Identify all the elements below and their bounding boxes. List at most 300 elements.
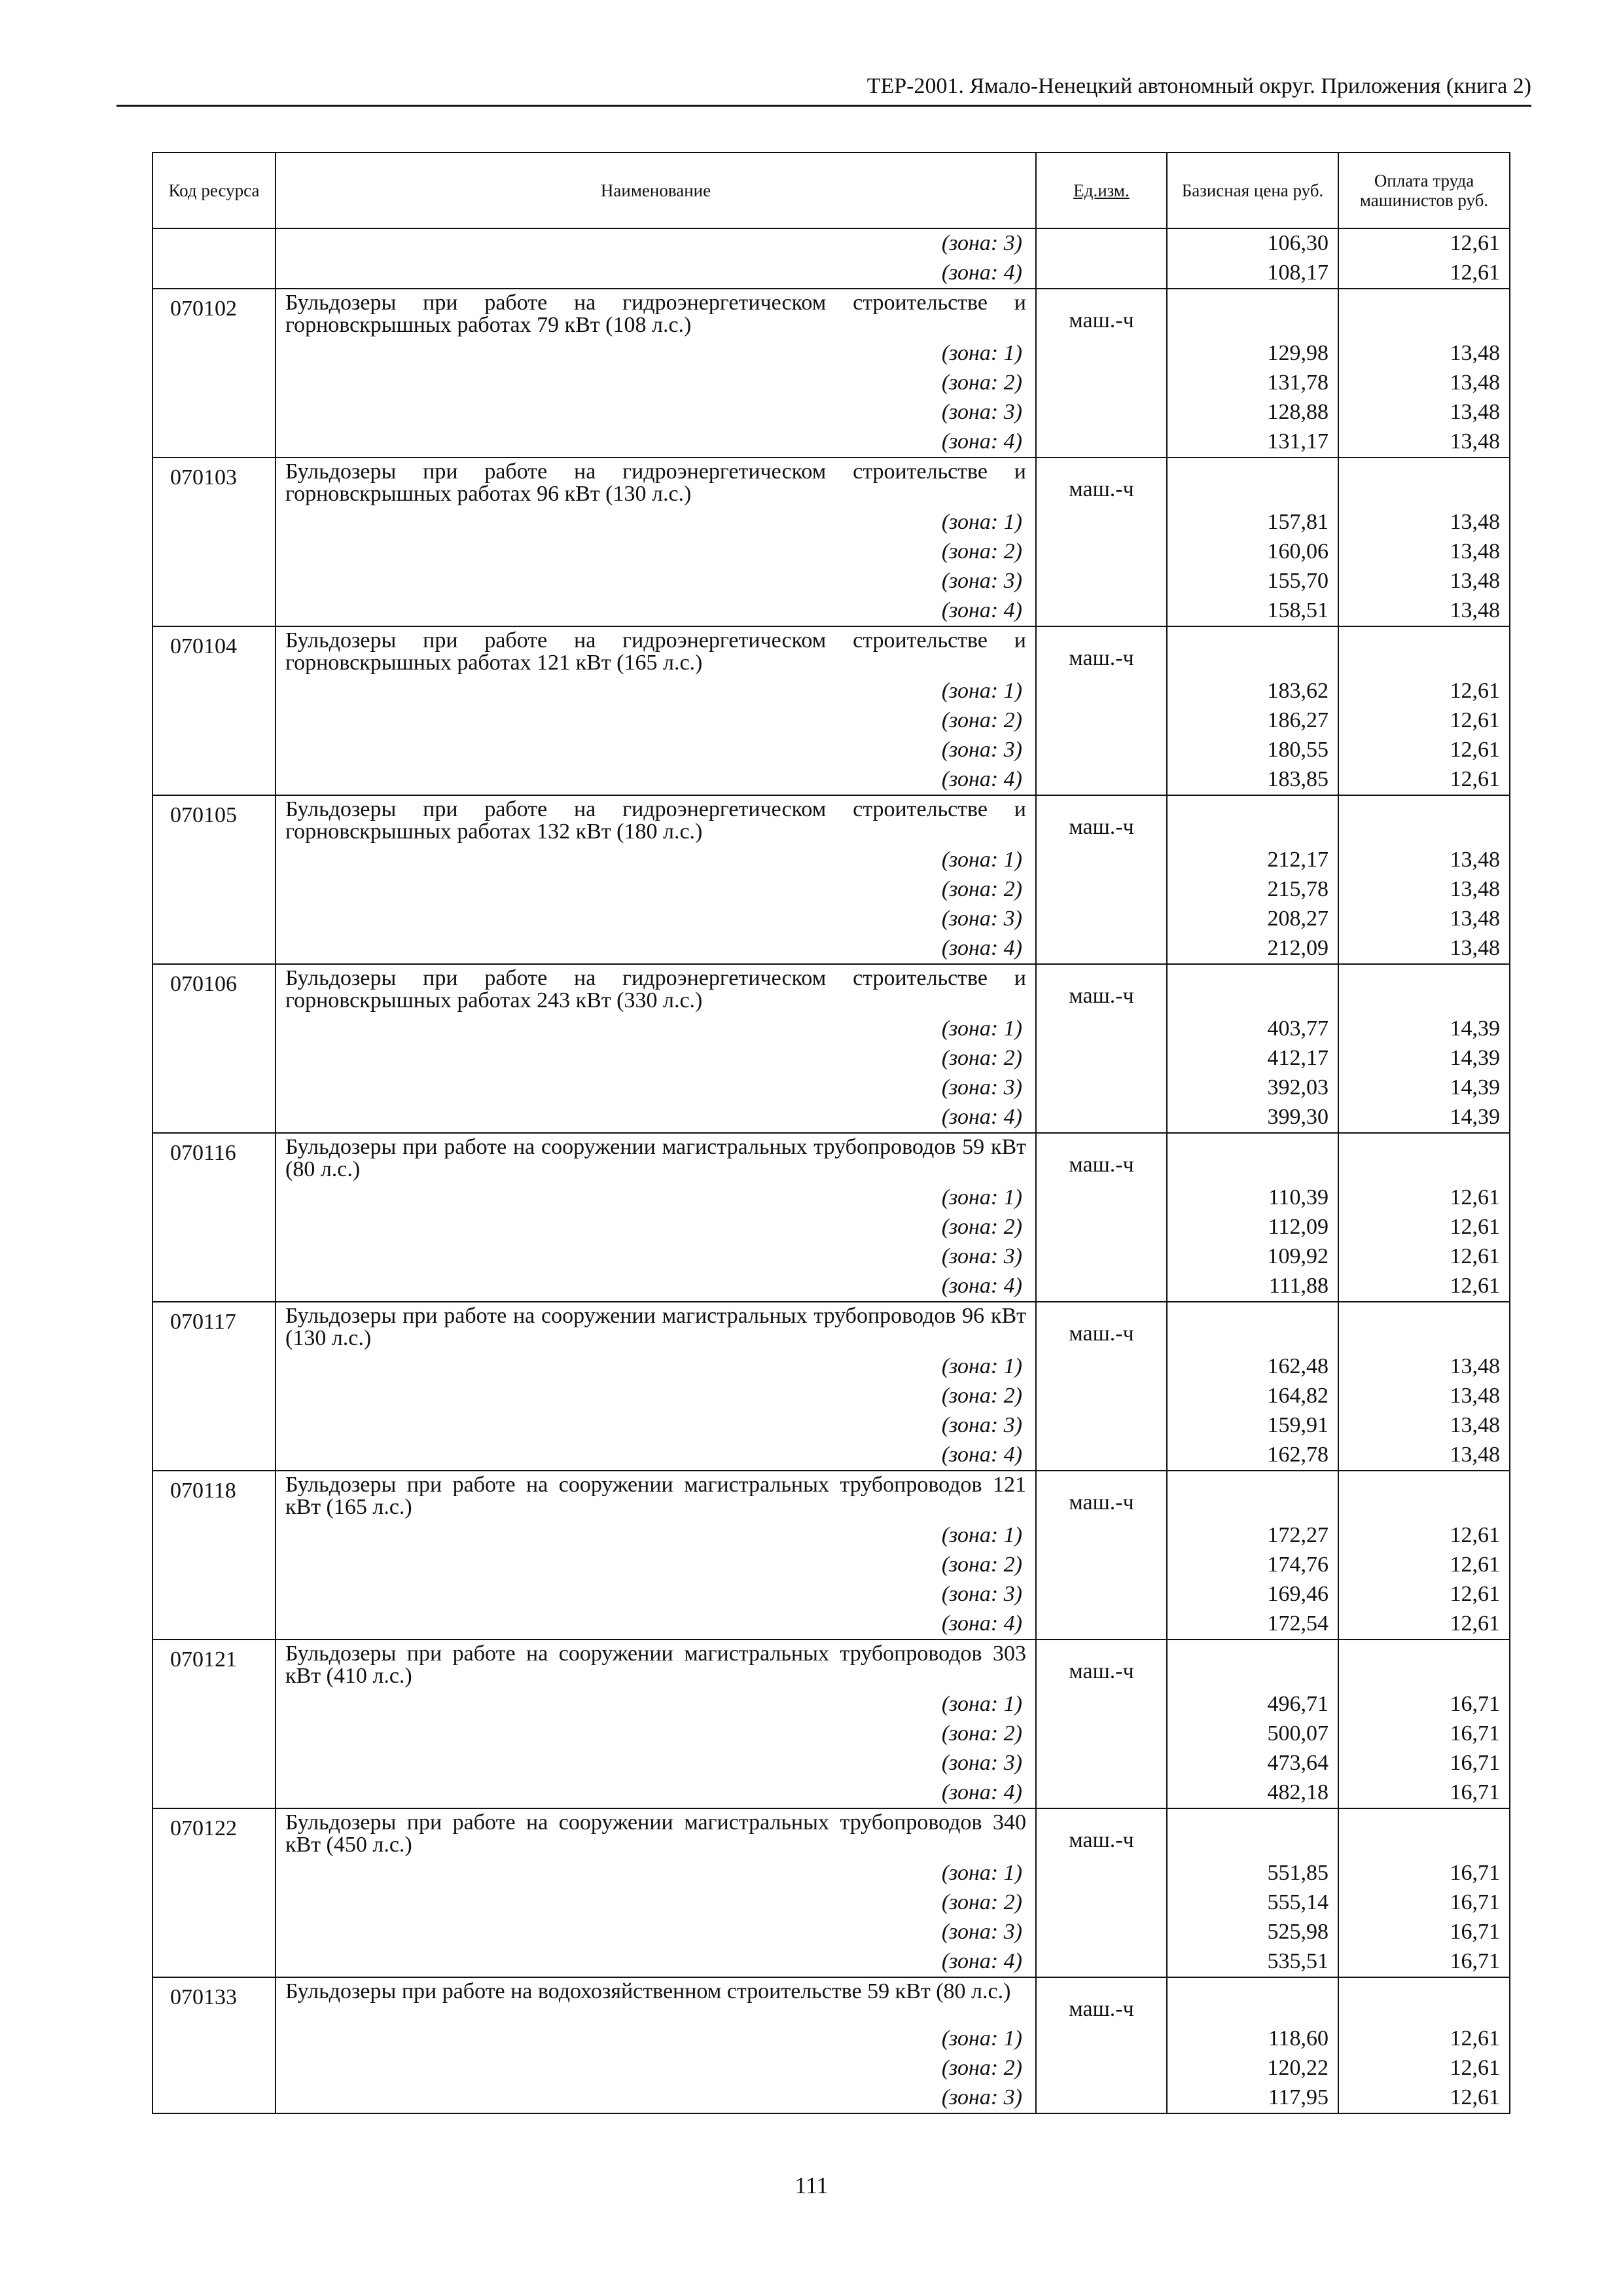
base-price: 551,85 [1167, 1859, 1338, 1888]
zone-label: (зона: 3) [276, 1411, 1036, 1441]
code-cell-empty [152, 706, 276, 736]
resource-code: 070122 [152, 1808, 276, 1859]
resource-row [152, 964, 1510, 1014]
zone-label: (зона: 3) [276, 1918, 1036, 1947]
zone-label: (зона: 2) [276, 1382, 1036, 1411]
table-body [152, 228, 1510, 2113]
base-price: 131,17 [1167, 427, 1338, 457]
code-cell-empty [152, 596, 276, 626]
unit-cell-empty [1036, 1213, 1167, 1242]
base-price: 111,88 [1167, 1272, 1338, 1302]
unit-cell-empty [1036, 1609, 1167, 1640]
operator-wage: 13,48 [1338, 1441, 1510, 1471]
code-cell-empty [152, 2054, 276, 2083]
resource-code: 070121 [152, 1640, 276, 1690]
base-price: 412,17 [1167, 1044, 1338, 1073]
zone-row [152, 736, 1510, 765]
operator-wage: 16,71 [1338, 1918, 1510, 1947]
resource-name: Бульдозеры при работе на гидроэнергетическом строительстве и горновскрышных работах 96 кВт (130 л.с.) [276, 457, 1036, 508]
price-cell-empty [1167, 1133, 1338, 1183]
zone-row [152, 339, 1510, 368]
code-cell-empty [152, 934, 276, 964]
base-price: 162,48 [1167, 1352, 1338, 1382]
operator-wage: 12,61 [1338, 1580, 1510, 1609]
running-header: ТЕР-2001. Ямало-Ненецкий автономный округ. Приложения (книга 2) [866, 74, 1531, 98]
base-price: 473,64 [1167, 1749, 1338, 1778]
base-price: 129,98 [1167, 339, 1338, 368]
code-cell-empty [152, 1749, 276, 1778]
price-cell-empty [1167, 457, 1338, 508]
price-cell-empty [1167, 1808, 1338, 1859]
code-cell-empty [152, 537, 276, 567]
unit-cell-empty [1036, 905, 1167, 934]
base-price: 399,30 [1167, 1103, 1338, 1133]
price-cell-empty [1167, 1640, 1338, 1690]
base-price: 158,51 [1167, 596, 1338, 626]
base-price: 215,78 [1167, 875, 1338, 905]
code-cell-empty [152, 1690, 276, 1719]
base-price: 106,30 [1167, 228, 1338, 259]
code-cell-empty [152, 398, 276, 427]
wage-cell-empty [1338, 795, 1510, 846]
zone-label: (зона: 3) [276, 228, 1036, 259]
zone-row [152, 1382, 1510, 1411]
page-number: 111 [794, 2172, 829, 2198]
code-cell-empty [152, 765, 276, 795]
code-cell-empty [152, 677, 276, 706]
base-price: 212,09 [1167, 934, 1338, 964]
zone-label: (зона: 1) [276, 1014, 1036, 1044]
unit-cell-empty [1036, 846, 1167, 875]
zone-row [152, 1690, 1510, 1719]
resource-unit: маш.-ч [1036, 964, 1167, 1014]
unit-cell-empty [1036, 2024, 1167, 2054]
zone-row [152, 1580, 1510, 1609]
zone-label: (зона: 3) [276, 1580, 1036, 1609]
base-price: 525,98 [1167, 1918, 1338, 1947]
zone-label: (зона: 1) [276, 1859, 1036, 1888]
resource-unit: маш.-ч [1036, 1302, 1167, 1352]
resource-price-table [152, 152, 1510, 2114]
operator-wage: 13,48 [1338, 1411, 1510, 1441]
unit-cell-empty [1036, 259, 1167, 289]
base-price: 157,81 [1167, 508, 1338, 537]
resource-name: Бульдозеры при работе на сооружении магистральных трубопроводов 59 кВт (80 л.с.) [276, 1133, 1036, 1183]
resource-name: Бульдозеры при работе на сооружении магистральных трубопроводов 340 кВт (450 л.с.) [276, 1808, 1036, 1859]
zone-label: (зона: 2) [276, 537, 1036, 567]
operator-wage: 16,71 [1338, 1749, 1510, 1778]
resource-name: Бульдозеры при работе на гидроэнергетическом строительстве и горновскрышных работах 121 кВт (165 л.с.) [276, 626, 1036, 677]
base-price: 500,07 [1167, 1719, 1338, 1749]
wage-cell-empty [1338, 964, 1510, 1014]
wage-cell-empty [1338, 1640, 1510, 1690]
unit-cell-empty [1036, 875, 1167, 905]
wage-cell-empty [1338, 1471, 1510, 1521]
zone-label: (зона: 4) [276, 596, 1036, 626]
zone-row [152, 1044, 1510, 1073]
column-header-price: Базисная цена руб. [1167, 152, 1338, 228]
operator-wage: 12,61 [1338, 2083, 1510, 2113]
unit-cell-empty [1036, 1521, 1167, 1551]
wage-cell-empty [1338, 289, 1510, 339]
zone-label: (зона: 1) [276, 1521, 1036, 1551]
zone-label: (зона: 1) [276, 1183, 1036, 1213]
base-price: 110,39 [1167, 1183, 1338, 1213]
resource-code: 070102 [152, 289, 276, 339]
code-cell-empty [152, 567, 276, 596]
zone-row [152, 1073, 1510, 1103]
zone-label: (зона: 2) [276, 1719, 1036, 1749]
resource-unit: маш.-ч [1036, 626, 1167, 677]
code-cell-empty [152, 1918, 276, 1947]
operator-wage: 12,61 [1338, 1213, 1510, 1242]
operator-wage: 13,48 [1338, 1382, 1510, 1411]
zone-label: (зона: 2) [276, 1213, 1036, 1242]
zone-label: (зона: 1) [276, 1352, 1036, 1382]
unit-cell-empty [1036, 1719, 1167, 1749]
code-cell-empty [152, 368, 276, 398]
zone-row [152, 1859, 1510, 1888]
resource-row [152, 1133, 1510, 1183]
unit-cell-empty [1036, 765, 1167, 795]
zone-row [152, 1213, 1510, 1242]
resource-name: Бульдозеры при работе на гидроэнергетическом строительстве и горновскрышных работах 243 кВт (330 л.с.) [276, 964, 1036, 1014]
zone-row [152, 765, 1510, 795]
zone-row [152, 1888, 1510, 1918]
zone-label: (зона: 4) [276, 1947, 1036, 1977]
code-cell-empty [152, 427, 276, 457]
operator-wage: 14,39 [1338, 1014, 1510, 1044]
operator-wage: 12,61 [1338, 1183, 1510, 1213]
resource-unit: маш.-ч [1036, 1133, 1167, 1183]
code-cell-empty [152, 1551, 276, 1580]
operator-wage: 12,61 [1338, 736, 1510, 765]
operator-wage: 13,48 [1338, 846, 1510, 875]
operator-wage: 13,48 [1338, 934, 1510, 964]
code-cell-empty [152, 2024, 276, 2054]
zone-row [152, 1352, 1510, 1382]
operator-wage: 16,71 [1338, 1778, 1510, 1808]
code-cell-empty [152, 1859, 276, 1888]
code-cell-empty [152, 1411, 276, 1441]
unit-cell-empty [1036, 427, 1167, 457]
zone-label: (зона: 3) [276, 1073, 1036, 1103]
resource-name: Бульдозеры при работе на гидроэнергетическом строительстве и горновскрышных работах 79 кВт (108 л.с.) [276, 289, 1036, 339]
zone-label: (зона: 4) [276, 1441, 1036, 1471]
zone-label: (зона: 2) [276, 875, 1036, 905]
base-price: 169,46 [1167, 1580, 1338, 1609]
unit-cell-empty [1036, 1352, 1167, 1382]
base-price: 186,27 [1167, 706, 1338, 736]
column-header-code: Код ресурса [152, 152, 276, 228]
base-price: 183,62 [1167, 677, 1338, 706]
unit-cell-empty [1036, 1580, 1167, 1609]
operator-wage: 12,61 [1338, 1551, 1510, 1580]
code-cell-empty [152, 1103, 276, 1133]
operator-wage: 13,48 [1338, 398, 1510, 427]
resource-row [152, 1471, 1510, 1521]
unit-cell-empty [1036, 368, 1167, 398]
zone-label: (зона: 1) [276, 846, 1036, 875]
zone-row [152, 368, 1510, 398]
resource-code: 070133 [152, 1977, 276, 2024]
operator-wage: 13,48 [1338, 339, 1510, 368]
resource-name: Бульдозеры при работе на сооружении магистральных трубопроводов 303 кВт (410 л.с.) [276, 1640, 1036, 1690]
code-cell-empty [152, 1183, 276, 1213]
resource-row [152, 1302, 1510, 1352]
zone-row [152, 259, 1510, 289]
code-cell-empty [152, 1272, 276, 1302]
operator-wage: 13,48 [1338, 905, 1510, 934]
base-price: 482,18 [1167, 1778, 1338, 1808]
column-header-unit [1036, 152, 1167, 228]
base-price: 555,14 [1167, 1888, 1338, 1918]
wage-cell-empty [1338, 1133, 1510, 1183]
zone-label: (зона: 1) [276, 339, 1036, 368]
base-price: 535,51 [1167, 1947, 1338, 1977]
zone-row [152, 508, 1510, 537]
code-cell-empty [152, 846, 276, 875]
zone-label: (зона: 2) [276, 1551, 1036, 1580]
operator-wage: 13,48 [1338, 427, 1510, 457]
operator-wage: 12,61 [1338, 677, 1510, 706]
wage-cell-empty [1338, 1808, 1510, 1859]
zone-label: (зона: 4) [276, 1778, 1036, 1808]
base-price: 155,70 [1167, 567, 1338, 596]
table-header-row [152, 152, 1510, 228]
unit-cell-empty [1036, 1551, 1167, 1580]
operator-wage: 13,48 [1338, 508, 1510, 537]
header-rule [116, 105, 1531, 107]
unit-cell-empty [1036, 398, 1167, 427]
unit-cell-empty [1036, 934, 1167, 964]
zone-row [152, 1918, 1510, 1947]
operator-wage: 12,61 [1338, 1242, 1510, 1272]
base-price: 109,92 [1167, 1242, 1338, 1272]
resource-unit: маш.-ч [1036, 289, 1167, 339]
unit-cell-empty [1036, 1918, 1167, 1947]
zone-row [152, 1441, 1510, 1471]
zone-label: (зона: 1) [276, 508, 1036, 537]
unit-cell-empty [1036, 1073, 1167, 1103]
zone-label: (зона: 3) [276, 1749, 1036, 1778]
operator-wage: 13,48 [1338, 596, 1510, 626]
base-price: 172,27 [1167, 1521, 1338, 1551]
unit-cell-empty [1036, 706, 1167, 736]
zone-row [152, 905, 1510, 934]
zone-label: (зона: 1) [276, 1690, 1036, 1719]
zone-row [152, 1242, 1510, 1272]
unit-cell-empty [1036, 1183, 1167, 1213]
operator-wage: 14,39 [1338, 1044, 1510, 1073]
resource-name: Бульдозеры при работе на гидроэнергетическом строительстве и горновскрышных работах 132 кВт (180 л.с.) [276, 795, 1036, 846]
operator-wage: 13,48 [1338, 1352, 1510, 1382]
price-cell-empty [1167, 626, 1338, 677]
zone-label: (зона: 3) [276, 1242, 1036, 1272]
zone-row [152, 1183, 1510, 1213]
resource-row [152, 1977, 1510, 2024]
price-cell-empty [1167, 795, 1338, 846]
resource-code: 070105 [152, 795, 276, 846]
unit-cell-empty [1036, 567, 1167, 596]
code-cell-empty [152, 875, 276, 905]
zone-row [152, 1719, 1510, 1749]
zone-label: (зона: 3) [276, 2083, 1036, 2113]
base-price: 117,95 [1167, 2083, 1338, 2113]
zone-row [152, 398, 1510, 427]
zone-label: (зона: 2) [276, 1888, 1036, 1918]
resource-code: 070106 [152, 964, 276, 1014]
code-cell-empty [152, 1352, 276, 1382]
unit-cell-empty [1036, 1888, 1167, 1918]
code-cell-empty [152, 1073, 276, 1103]
operator-wage: 12,61 [1338, 765, 1510, 795]
base-price: 108,17 [1167, 259, 1338, 289]
operator-wage: 16,71 [1338, 1690, 1510, 1719]
operator-wage: 13,48 [1338, 567, 1510, 596]
code-cell-empty [152, 1778, 276, 1808]
code-cell-empty [152, 508, 276, 537]
zone-label: (зона: 4) [276, 1272, 1036, 1302]
base-price: 172,54 [1167, 1609, 1338, 1640]
resource-code: 070116 [152, 1133, 276, 1183]
zone-row [152, 706, 1510, 736]
resource-row [152, 1808, 1510, 1859]
zone-row [152, 1103, 1510, 1133]
code-cell-empty [152, 1521, 276, 1551]
zone-label: (зона: 3) [276, 398, 1036, 427]
zone-row [152, 537, 1510, 567]
zone-label: (зона: 3) [276, 736, 1036, 765]
unit-cell-empty [1036, 1242, 1167, 1272]
operator-wage: 16,71 [1338, 1719, 1510, 1749]
zone-row [152, 1947, 1510, 1977]
code-cell-empty [152, 1242, 276, 1272]
zone-row [152, 596, 1510, 626]
price-cell-empty [1167, 1471, 1338, 1521]
code-cell-empty [152, 1947, 276, 1977]
resource-row [152, 1640, 1510, 1690]
zone-row [152, 1749, 1510, 1778]
base-price: 392,03 [1167, 1073, 1338, 1103]
operator-wage: 13,48 [1338, 537, 1510, 567]
zone-row [152, 2024, 1510, 2054]
operator-wage: 12,61 [1338, 2024, 1510, 2054]
zone-label: (зона: 1) [276, 2024, 1036, 2054]
resource-code: 070104 [152, 626, 276, 677]
base-price: 208,27 [1167, 905, 1338, 934]
code-cell-empty [152, 259, 276, 289]
base-price: 162,78 [1167, 1441, 1338, 1471]
operator-wage: 13,48 [1338, 875, 1510, 905]
base-price: 496,71 [1167, 1690, 1338, 1719]
code-cell-empty [152, 2083, 276, 2113]
zone-row [152, 1551, 1510, 1580]
zone-label: (зона: 4) [276, 259, 1036, 289]
resource-row [152, 289, 1510, 339]
code-cell-empty [152, 736, 276, 765]
price-cell-empty [1167, 1302, 1338, 1352]
base-price: 120,22 [1167, 2054, 1338, 2083]
zone-label: (зона: 3) [276, 567, 1036, 596]
resource-code: 070117 [152, 1302, 276, 1352]
base-price: 118,60 [1167, 2024, 1338, 2054]
code-cell-empty [152, 1441, 276, 1471]
code-cell-empty [152, 1719, 276, 1749]
unit-cell-empty [1036, 1411, 1167, 1441]
resource-code: 070118 [152, 1471, 276, 1521]
base-price: 128,88 [1167, 398, 1338, 427]
resource-unit: маш.-ч [1036, 795, 1167, 846]
operator-wage: 12,61 [1338, 1521, 1510, 1551]
zone-row [152, 2054, 1510, 2083]
price-cell-empty [1167, 964, 1338, 1014]
unit-cell-empty [1036, 1382, 1167, 1411]
column-header-wage: Оплата труда машинистов руб. [1338, 152, 1510, 228]
zone-label: (зона: 4) [276, 765, 1036, 795]
resource-name: Бульдозеры при работе на сооружении магистральных трубопроводов 121 кВт (165 л.с.) [276, 1471, 1036, 1521]
operator-wage: 12,61 [1338, 706, 1510, 736]
zone-row [152, 934, 1510, 964]
unit-cell-empty [1036, 1014, 1167, 1044]
base-price: 160,06 [1167, 537, 1338, 567]
zone-row [152, 567, 1510, 596]
zone-row [152, 1521, 1510, 1551]
base-price: 212,17 [1167, 846, 1338, 875]
zone-label: (зона: 3) [276, 905, 1036, 934]
base-price: 180,55 [1167, 736, 1338, 765]
zone-label: (зона: 2) [276, 706, 1036, 736]
zone-row [152, 1272, 1510, 1302]
unit-cell-empty [1036, 1044, 1167, 1073]
zone-row [152, 846, 1510, 875]
zone-row [152, 2083, 1510, 2113]
base-price: 112,09 [1167, 1213, 1338, 1242]
operator-wage: 16,71 [1338, 1888, 1510, 1918]
unit-cell-empty [1036, 1859, 1167, 1888]
code-cell-empty [152, 1213, 276, 1242]
price-cell-empty [1167, 1977, 1338, 2024]
resource-row [152, 457, 1510, 508]
base-price: 159,91 [1167, 1411, 1338, 1441]
code-cell-empty [152, 228, 276, 259]
unit-cell-empty [1036, 228, 1167, 259]
zone-row [152, 875, 1510, 905]
unit-cell-empty [1036, 1749, 1167, 1778]
unit-cell-empty [1036, 1103, 1167, 1133]
base-price: 403,77 [1167, 1014, 1338, 1044]
resource-row [152, 626, 1510, 677]
base-price: 183,85 [1167, 765, 1338, 795]
resource-code: 070103 [152, 457, 276, 508]
zone-label: (зона: 4) [276, 427, 1036, 457]
wage-cell-empty [1338, 457, 1510, 508]
resource-name: Бульдозеры при работе на водохозяйственном строительстве 59 кВт (80 л.с.) [276, 1977, 1036, 2024]
wage-cell-empty [1338, 626, 1510, 677]
zone-label: (зона: 2) [276, 2054, 1036, 2083]
code-cell-empty [152, 1382, 276, 1411]
operator-wage: 12,61 [1338, 1272, 1510, 1302]
unit-cell-empty [1036, 537, 1167, 567]
unit-cell-empty [1036, 339, 1167, 368]
operator-wage: 14,39 [1338, 1103, 1510, 1133]
unit-cell-empty [1036, 596, 1167, 626]
zone-label: (зона: 4) [276, 1609, 1036, 1640]
code-cell-empty [152, 1044, 276, 1073]
code-cell-empty [152, 1580, 276, 1609]
price-cell-empty [1167, 289, 1338, 339]
zone-label: (зона: 2) [276, 368, 1036, 398]
